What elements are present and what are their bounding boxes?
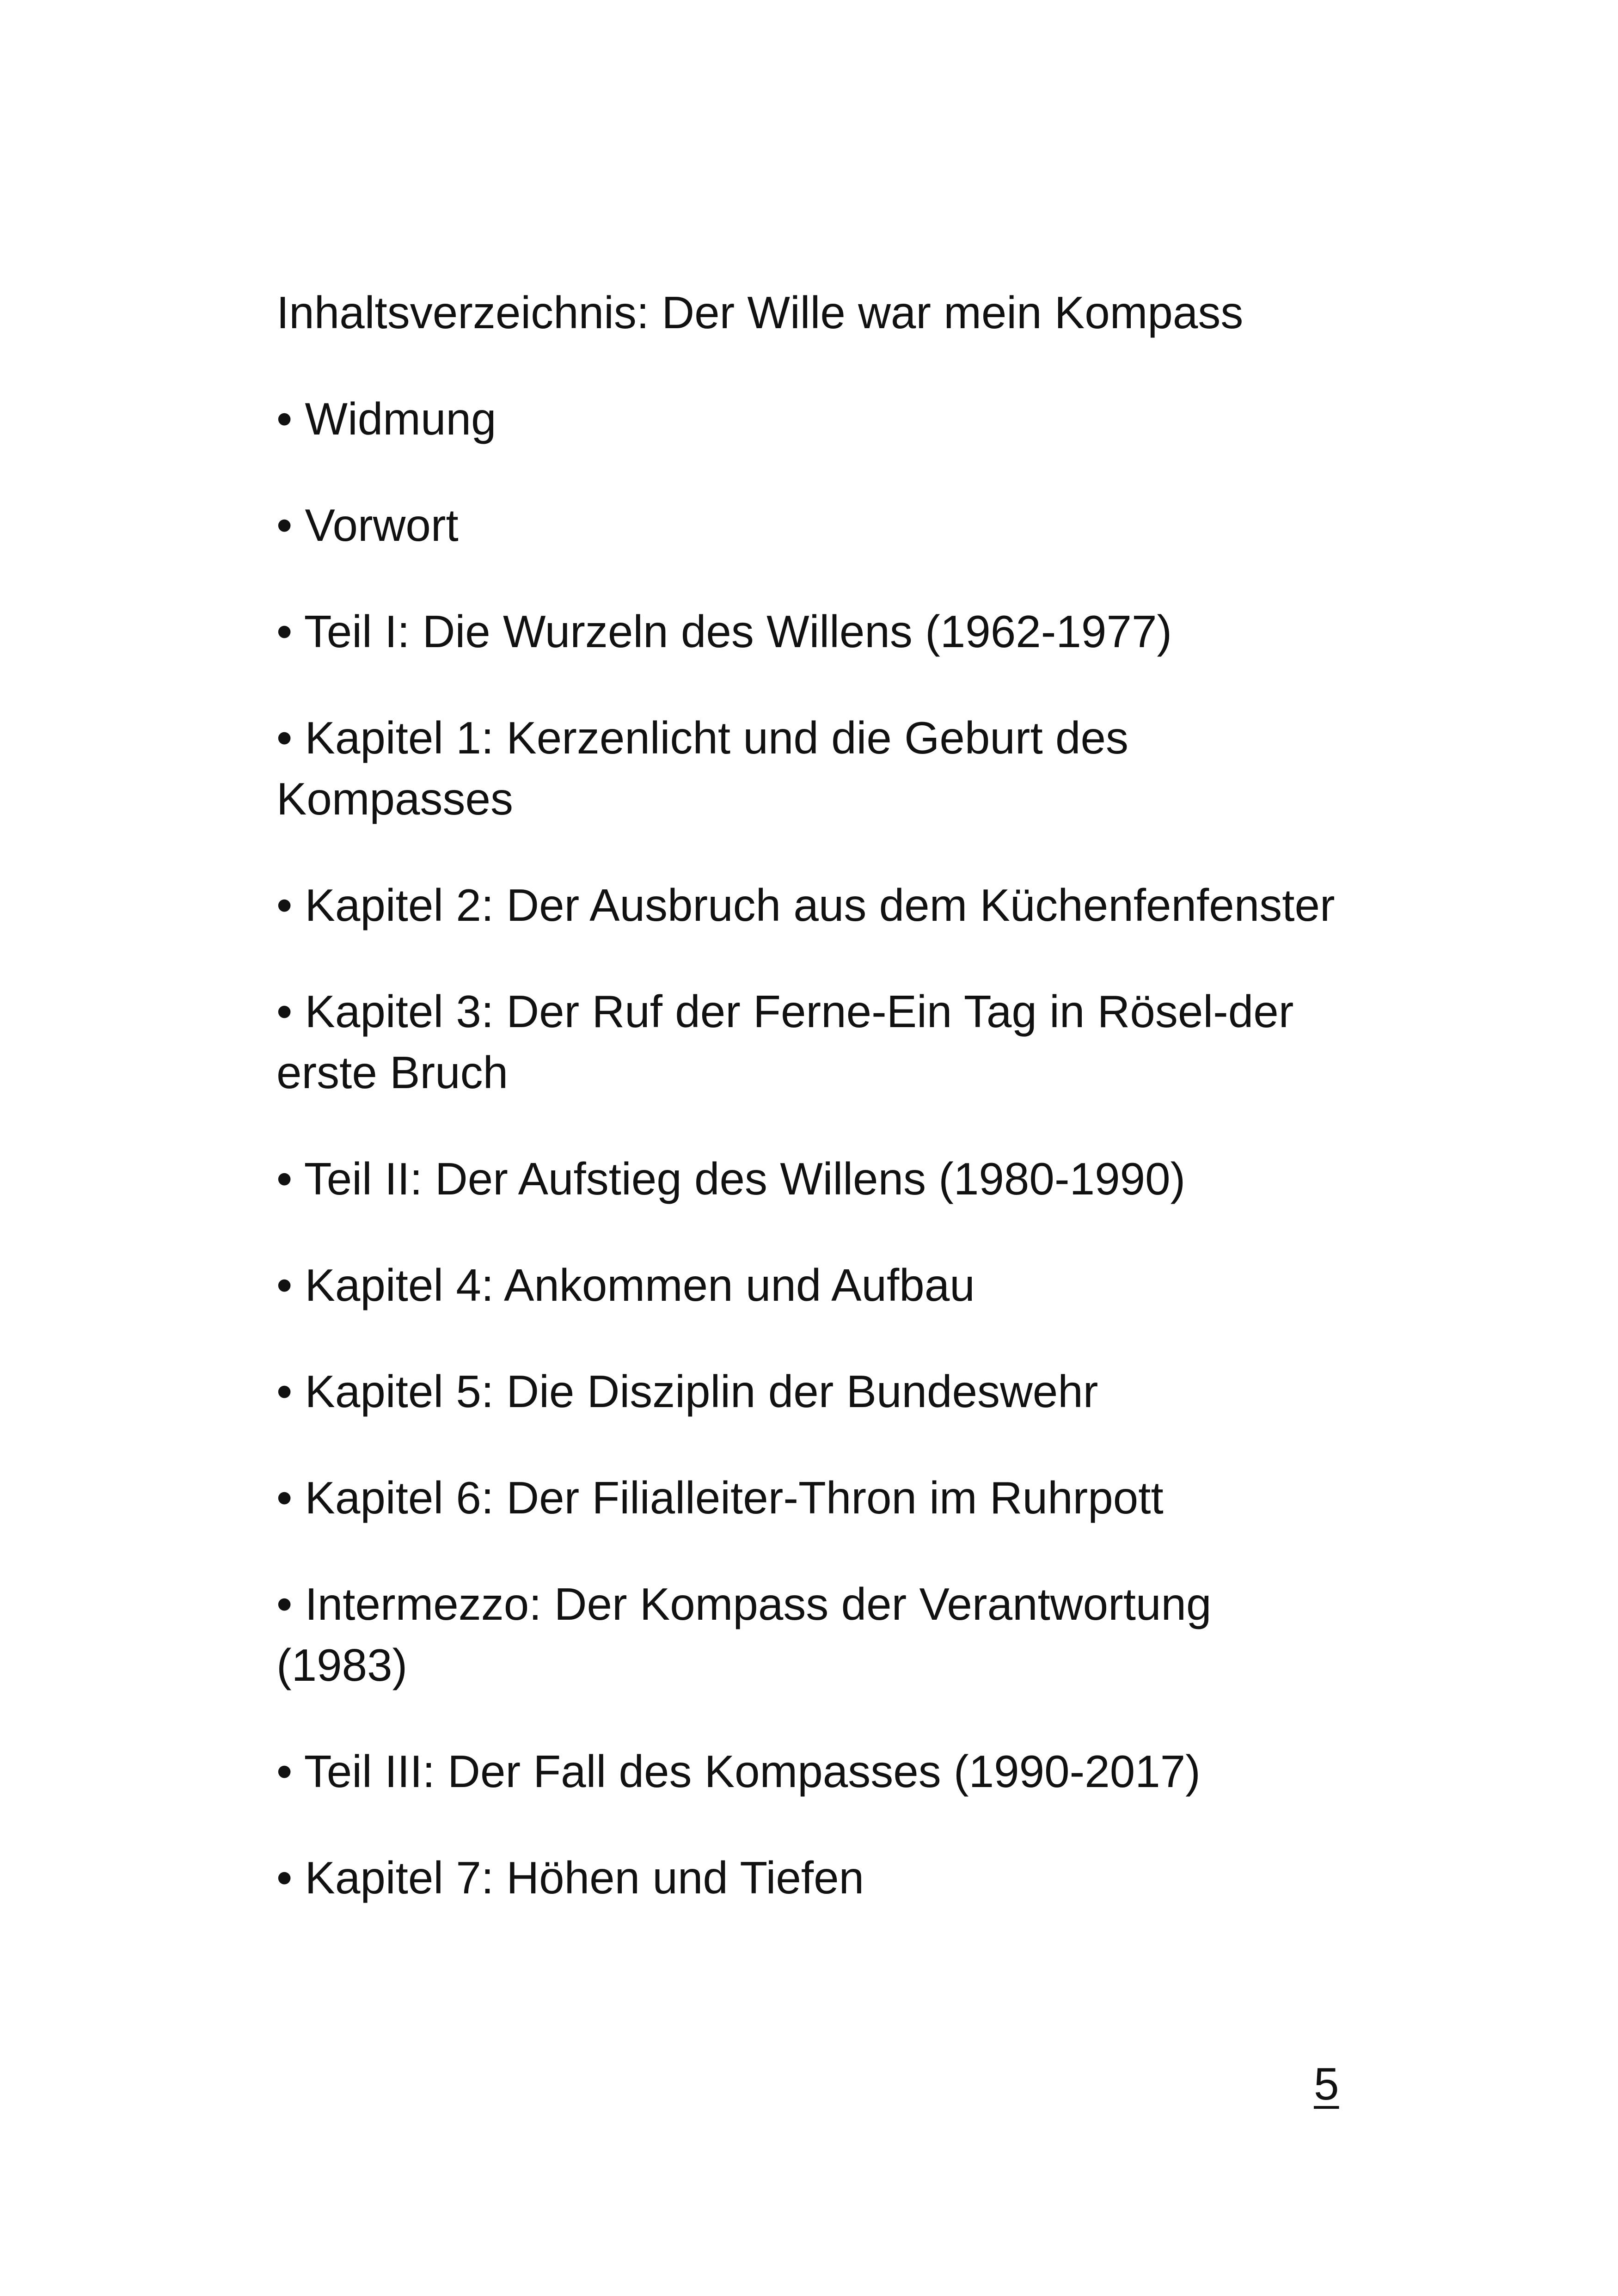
- toc-entry-kapitel-1: • Kapitel 1: Kerzenlicht und die Geburt des Kompasses: [276, 712, 1128, 824]
- page-number: 5: [1314, 2058, 1339, 2109]
- toc-entry-kapitel-7: • Kapitel 7: Höhen und Tiefen: [276, 1852, 864, 1903]
- toc-entry-widmung: • Widmung: [276, 393, 496, 444]
- toc-entry-teil-2: • Teil II: Der Aufstieg des Willens (1980-1990): [276, 1153, 1186, 1204]
- table-of-contents: [276, 282, 1354, 1953]
- toc-entry-kapitel-2: • Kapitel 2: Der Ausbruch aus dem Küchenfenfenster: [276, 880, 1335, 931]
- toc-entry-kapitel-3: • Kapitel 3: Der Ruf der Ferne-Ein Tag in Rösel-der erste Bruch: [276, 986, 1294, 1098]
- page-title: Inhaltsverzeichnis: Der Wille war mein Kompass: [276, 287, 1244, 338]
- toc-entry-kapitel-5: • Kapitel 5: Die Disziplin der Bundeswehr: [276, 1366, 1098, 1417]
- toc-entry-kapitel-4: • Kapitel 4: Ankommen und Aufbau: [276, 1260, 975, 1310]
- toc-entry-teil-3: • Teil III: Der Fall des Kompasses (1990-2017): [276, 1746, 1201, 1797]
- toc-entry-intermezzo: • Intermezzo: Der Kompass der Verantwortung (1983): [276, 1579, 1212, 1690]
- toc-entry-teil-1: • Teil I: Die Wurzeln des Willens (1962-1977): [276, 606, 1172, 657]
- toc-entry-vorwort: • Vorwort: [276, 500, 459, 551]
- toc-entry-kapitel-6: • Kapitel 6: Der Filialleiter-Thron im Ruhrpott: [276, 1472, 1164, 1523]
- toc-list: [276, 388, 1354, 1908]
